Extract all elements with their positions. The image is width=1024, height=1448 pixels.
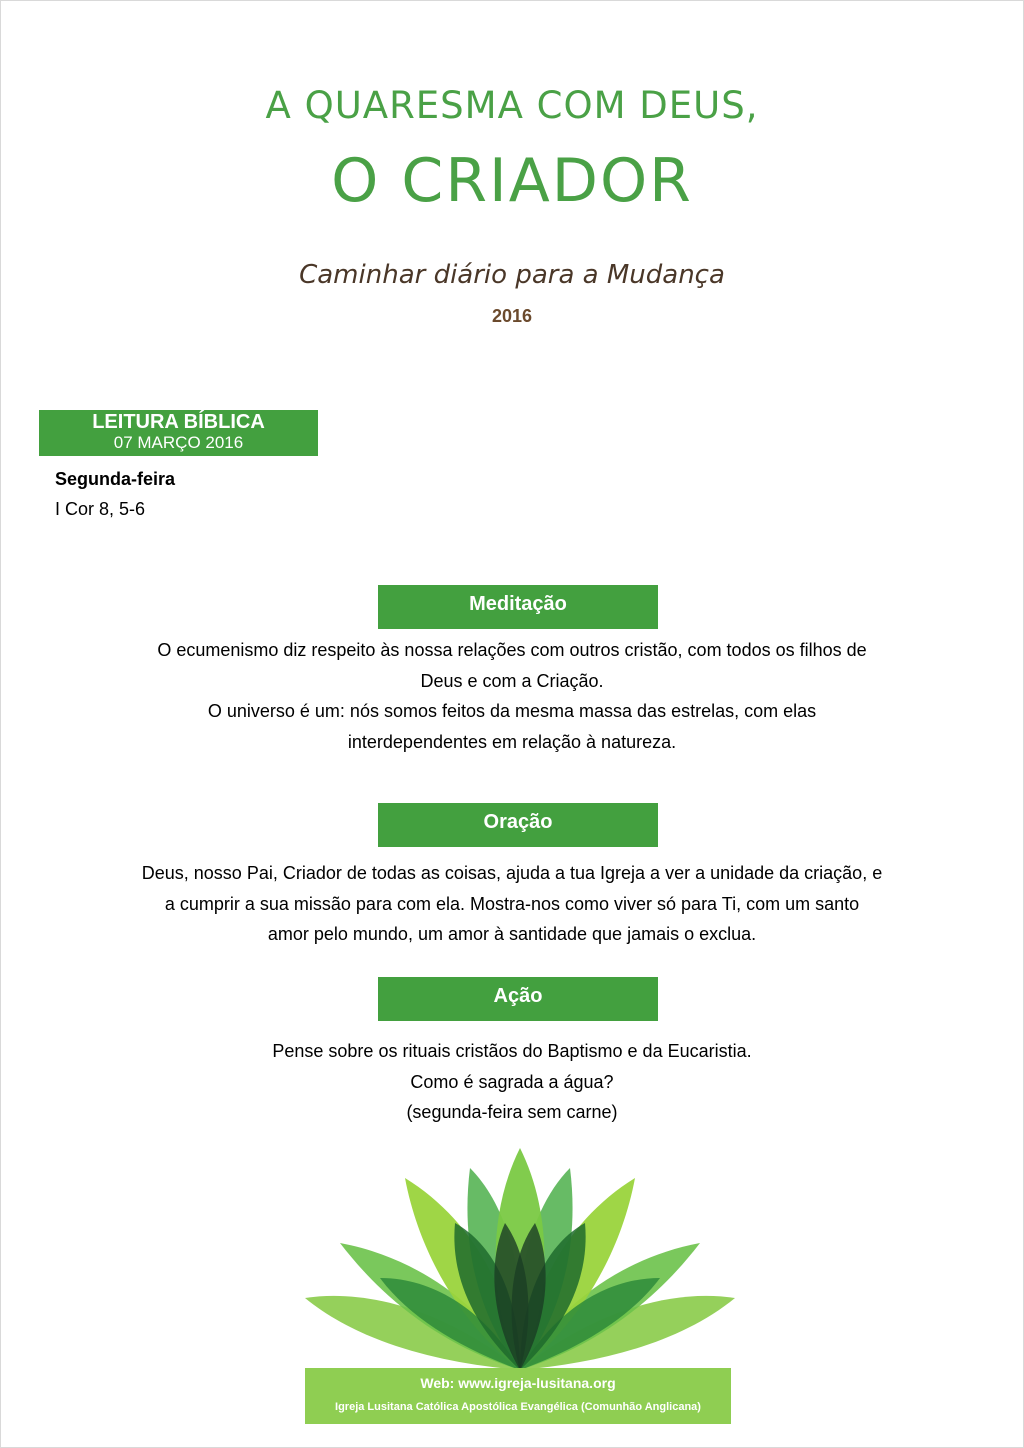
meditation-line: O universo é um: nós somos feitos da mesma massa das estrelas, com elas <box>207 701 817 721</box>
prayer-line: Deus, nosso Pai, Criador de todas as coisas, ajuda a tua Igreja a ver a unidade da criação, e <box>141 863 883 883</box>
year: 2016 <box>491 306 533 326</box>
action-heading: Ação <box>378 977 658 1021</box>
subtitle: Caminhar diário para a Mudança <box>299 260 725 290</box>
day-name: Segunda-feira <box>55 469 176 489</box>
reading-date: 07 MARÇO 2016 <box>113 433 244 452</box>
prayer-heading: Oração <box>378 803 658 847</box>
footer-website: Web: www.igreja-lusitana.org <box>420 1375 616 1391</box>
action-line: Pense sobre os rituais cristãos do Baptismo e da Eucaristia. <box>272 1041 752 1061</box>
action-line: Como é sagrada a água? <box>410 1071 614 1092</box>
prayer-line: amor pelo mundo, um amor à santidade que jamais o exclua. <box>267 924 757 944</box>
action-line: (segunda-feira sem carne) <box>406 1102 618 1122</box>
reading-label: LEITURA BÍBLICA <box>92 411 265 433</box>
footer-band <box>305 1368 731 1424</box>
lotus-leaves-icon <box>300 1148 740 1370</box>
meditation-line: interdependentes em relação à natureza. <box>347 731 677 752</box>
prayer-text <box>112 858 912 950</box>
action-text <box>112 1036 912 1128</box>
title-line-1: A QUARESMA COM DEUS, <box>265 84 759 127</box>
reading-header-box <box>39 410 318 456</box>
meditation-heading: Meditação <box>378 585 658 629</box>
bible-reference: I Cor 8, 5-6 <box>55 499 146 519</box>
meditation-line: Deus e com a Criação. <box>420 670 604 691</box>
prayer-line: a cumprir a sua missão para com ela. Mostra-nos como viver só para Ti, com um santo <box>164 893 860 914</box>
meditation-text <box>112 635 912 757</box>
title-line-2: O CRIADOR <box>331 146 693 216</box>
footer-organization: Igreja Lusitana Católica Apostólica Evangélica (Comunhão Anglicana) <box>335 1401 701 1413</box>
meditation-line: O ecumenismo diz respeito às nossa relações com outros cristão, com todos os filhos de <box>157 640 867 660</box>
